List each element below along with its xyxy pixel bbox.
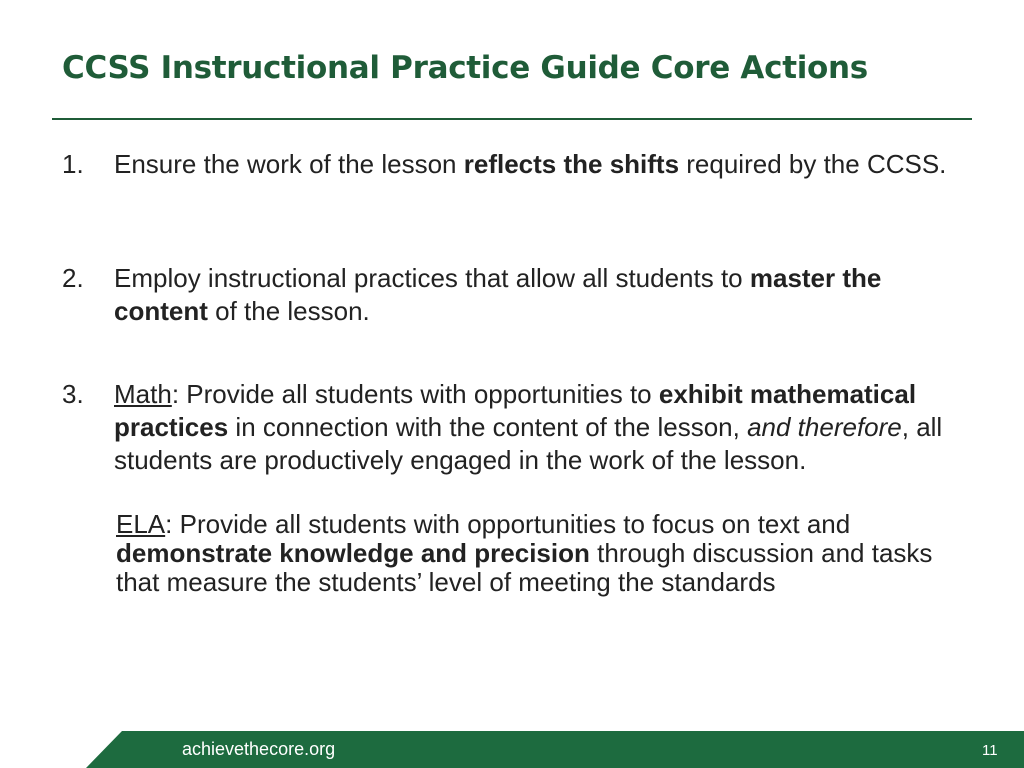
footer-shape — [0, 731, 1024, 768]
subject-label-ela: ELA — [116, 509, 166, 539]
list-text: Employ instructional practices that allow all students to master the content of the lesson. — [114, 263, 882, 326]
footer-bar — [0, 731, 1024, 768]
list-text: Ensure the work of the lesson reflects the shifts required by the CCSS. — [114, 149, 947, 179]
list-number: 3. — [62, 379, 84, 409]
ela-paragraph: ELA: Provide all students with opportunities to focus on text and demonstrate knowledge and precision through discussion and tasks that measure the students’ level of meeting the standards — [116, 509, 933, 597]
italic-phrase: and therefore — [747, 412, 902, 442]
list-number: 1. — [62, 149, 84, 179]
subject-label-math: Math — [114, 379, 172, 409]
slide-title: CCSS Instructional Practice Guide Core Actions — [62, 50, 868, 86]
emphasis: reflects the shifts — [463, 149, 680, 179]
emphasis: exhibit mathematical practices — [114, 379, 917, 442]
title-divider — [52, 118, 972, 120]
list-number: 2. — [62, 263, 84, 293]
emphasis: demonstrate knowledge and precision — [116, 538, 590, 568]
emphasis: master the content — [114, 263, 882, 326]
footer-url[interactable]: achievethecore.org — [182, 739, 336, 759]
list-text: Math: Provide all students with opportunities to exhibit mathematical practices in connection with the content of the lesson, and therefore, all students are productively engaged in the work of the lesson. — [114, 379, 943, 475]
page-number: 11 — [982, 742, 998, 759]
